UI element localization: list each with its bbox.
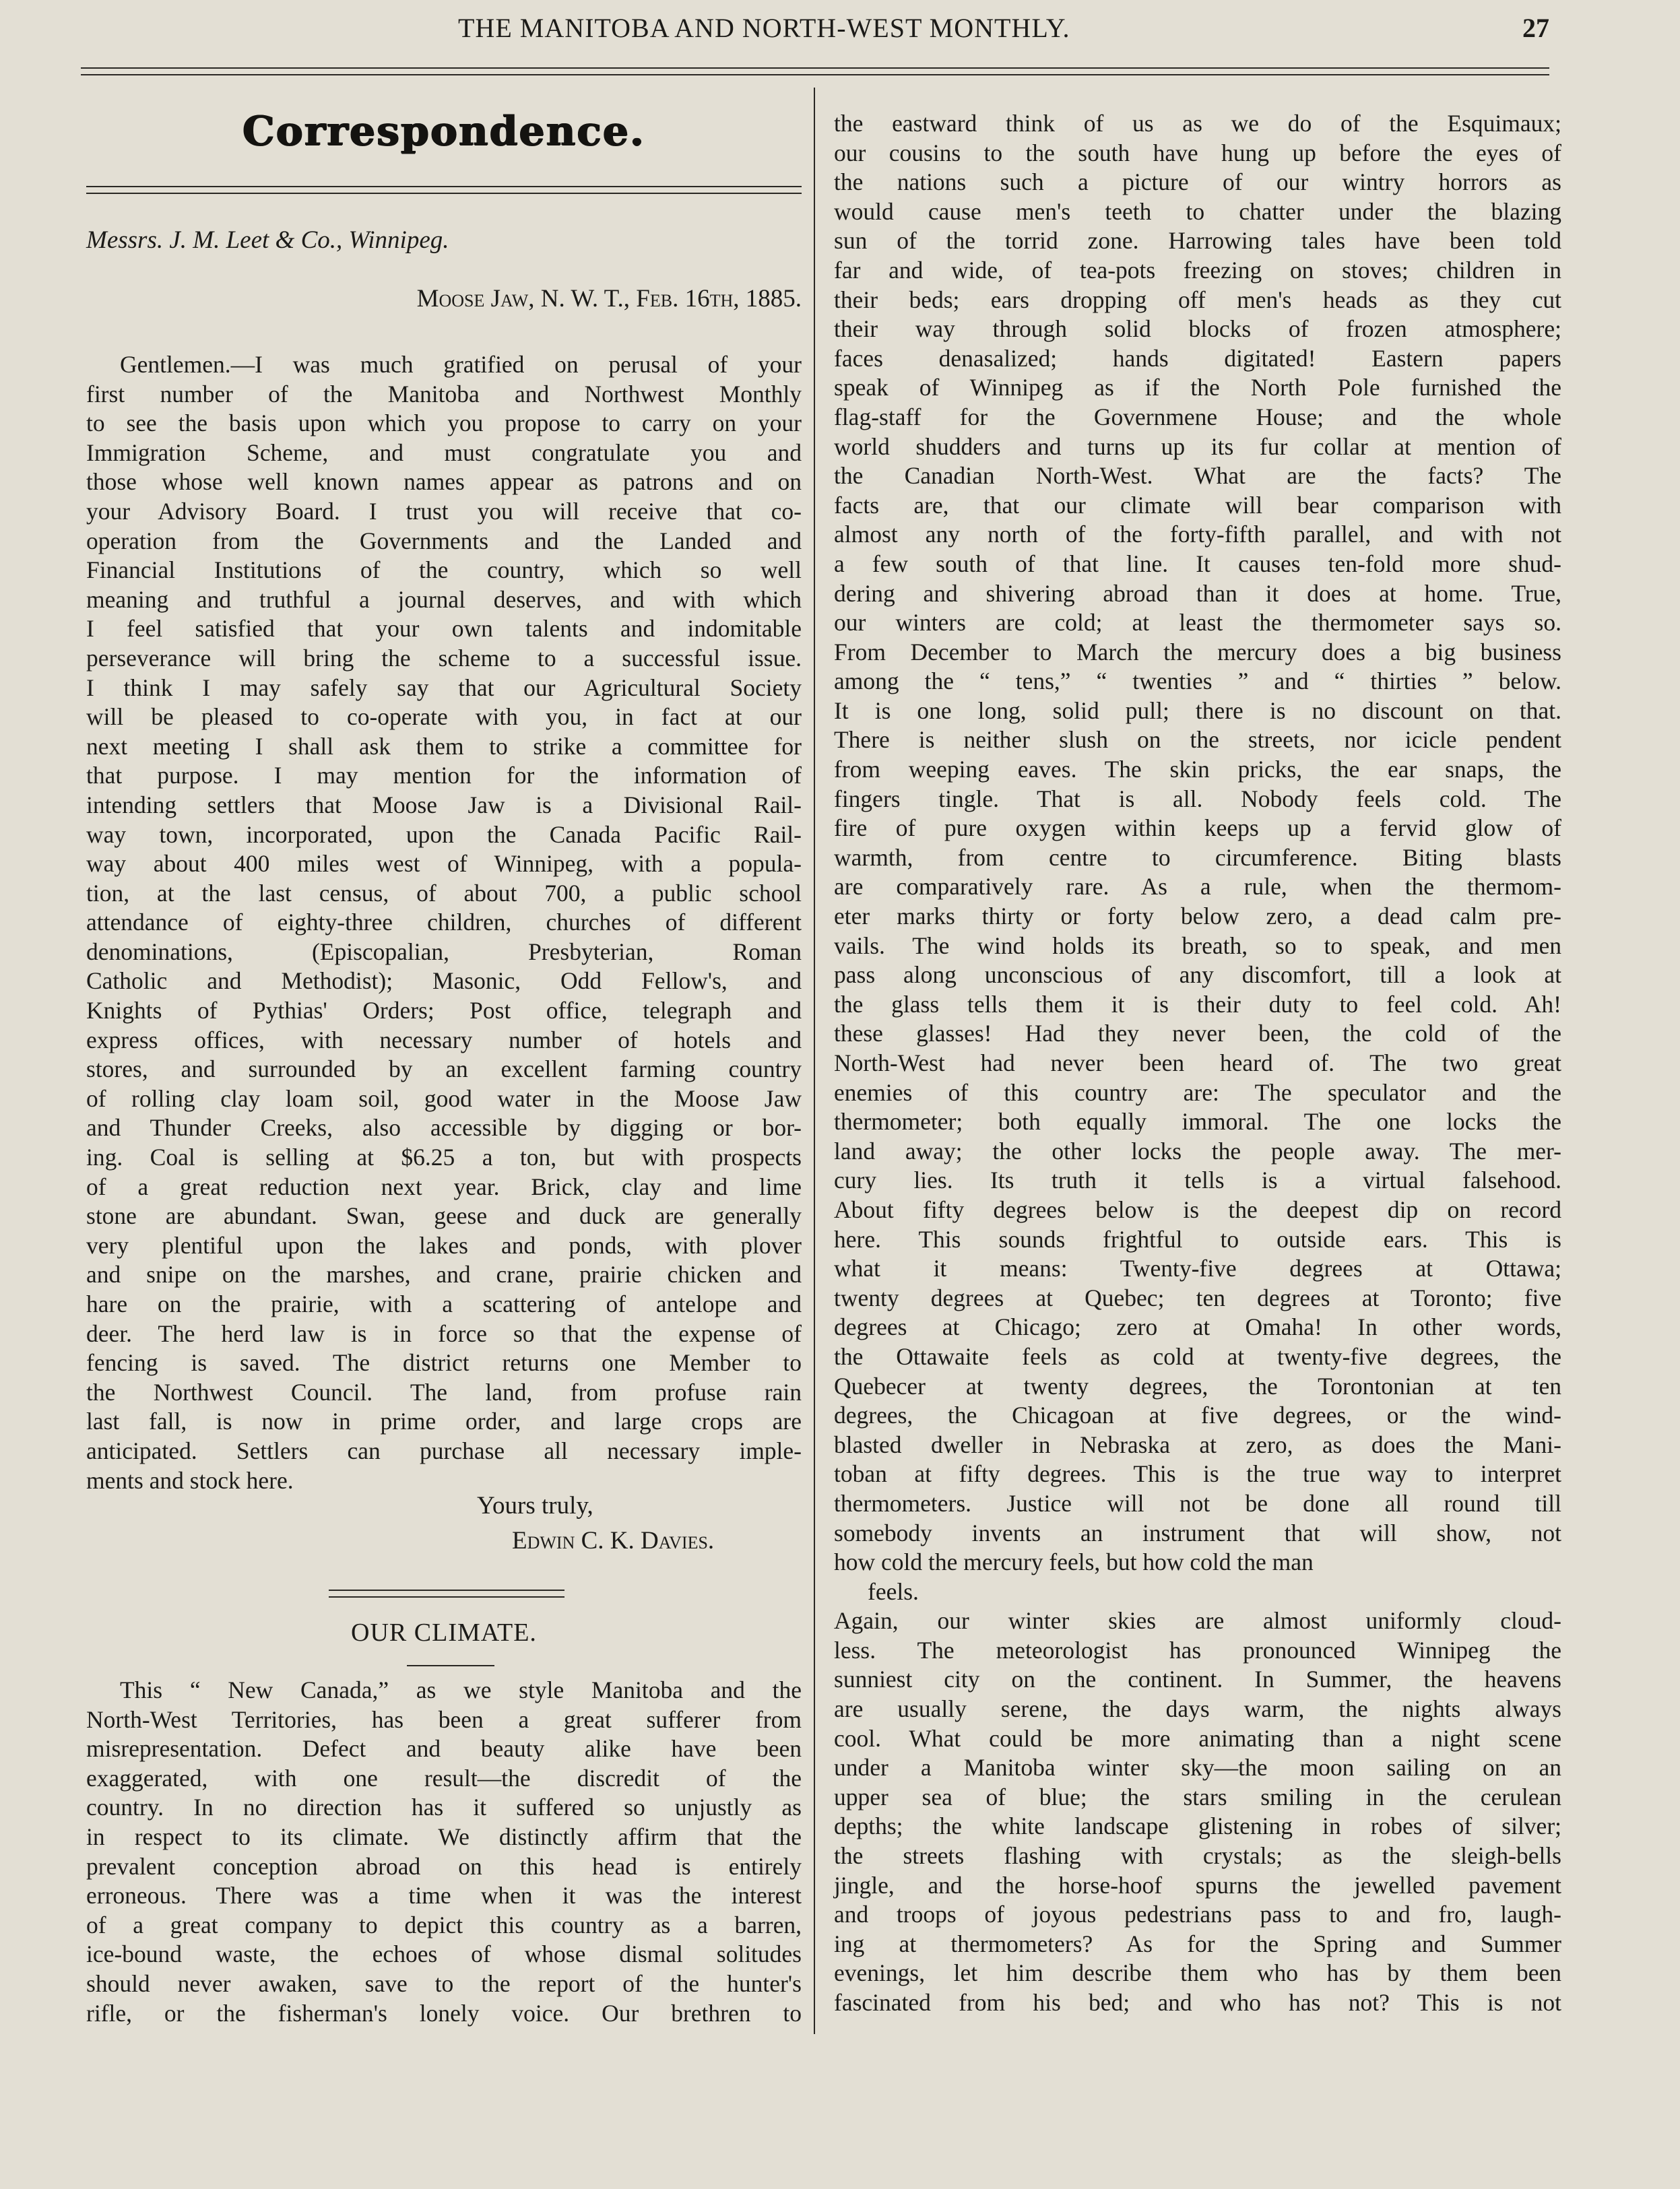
text-line: that purpose. I may mention for the information of bbox=[86, 762, 802, 789]
text-line: hare on the prairie, with a scattering of antelope and bbox=[86, 1290, 802, 1317]
text-line: From December to March the mercury does a big business bbox=[834, 638, 1561, 665]
text-line: how cold the mercury feels, but how cold the man bbox=[834, 1548, 1314, 1576]
text-line: anticipated. Settlers can purchase all necessary imple- bbox=[86, 1437, 802, 1464]
text-line: vails. The wind holds its breath, so to speak, and men bbox=[834, 932, 1561, 959]
text-line: warmth, from centre to circumference. Biting blasts bbox=[834, 843, 1561, 871]
text-line: Gentlemen.—I was much gratified on perusal of your bbox=[120, 351, 802, 378]
header-rule-top bbox=[81, 67, 1549, 69]
text-line: misrepresentation. Defect and beauty alike have been bbox=[86, 1735, 802, 1763]
text-line: from weeping eaves. The skin pricks, the ear snaps, the bbox=[834, 756, 1561, 783]
text-line: the eastward think of us as we do of the Esquimaux; bbox=[834, 110, 1561, 137]
text-line: first number of the Manitoba and Northwest Monthly bbox=[86, 380, 802, 407]
text-line: Again, our winter skies are almost uniformly cloud- bbox=[834, 1607, 1561, 1635]
text-line: tion, at the last census, of about 700, a public school bbox=[86, 879, 802, 907]
article-body-left bbox=[86, 1676, 802, 2028]
text-line: attendance of eighty-three children, churches of different bbox=[86, 909, 802, 936]
text-line: Knights of Pythias' Orders; Post office, telegraph and bbox=[86, 997, 802, 1024]
letter-dateline: Moose Jaw, N. W. T., Feb. 16th, 1885. bbox=[416, 285, 802, 313]
text-line: enemies of this country are: The speculator and the bbox=[834, 1078, 1561, 1106]
text-line: in respect to its climate. We distinctly affirm that the bbox=[86, 1823, 802, 1850]
text-line: next meeting I shall ask them to strike a committee for bbox=[86, 732, 802, 760]
text-line: operation from the Governments and the Landed and bbox=[86, 527, 802, 554]
letter-addressee: Messrs. J. M. Leet & Co., Winnipeg. bbox=[86, 226, 449, 254]
heading-rule-bottom bbox=[86, 193, 802, 194]
text-line: way town, incorporated, upon the Canada Pacific Rail- bbox=[86, 820, 802, 848]
text-line: of rolling clay loam soil, good water in the Moose Jaw bbox=[86, 1084, 802, 1112]
text-line: stores, and surrounded by an excellent farming country bbox=[86, 1055, 802, 1083]
text-line: the Canadian North-West. What are the facts? The bbox=[834, 462, 1561, 490]
text-line: what it means: Twenty-five degrees at Ottawa; bbox=[834, 1255, 1561, 1282]
text-line: speak of Winnipeg as if the North Pole furnished the bbox=[834, 374, 1561, 401]
text-line: I think I may safely say that our Agricultural Society bbox=[86, 674, 802, 701]
text-line: ice-bound waste, the echoes of whose dismal solitudes bbox=[86, 1940, 802, 1968]
text-line: depths; the white landscape glistening in robes of silver; bbox=[834, 1812, 1561, 1840]
text-line: It is one long, solid pull; there is no discount on that. bbox=[834, 696, 1561, 724]
letter-body bbox=[86, 350, 802, 1495]
text-line: stone are abundant. Swan, geese and duck are generally bbox=[86, 1202, 802, 1230]
text-line: Financial Institutions of the country, which so well bbox=[86, 556, 802, 584]
text-line: last fall, is now in prime order, and large crops are bbox=[86, 1408, 802, 1435]
text-line: I feel satisfied that your own talents and indomitable bbox=[86, 615, 802, 643]
text-line: cool. What could be more animating than a night scene bbox=[834, 1724, 1561, 1752]
text-line: dering and shivering abroad than it does at home. True, bbox=[834, 579, 1561, 607]
text-line: less. The meteorologist has pronounced Winnipeg the bbox=[834, 1636, 1561, 1664]
text-line: denominations, (Episcopalian, Presbyterian, Roman bbox=[86, 938, 802, 965]
section-heading: Correspondence. bbox=[243, 108, 645, 155]
text-line: Catholic and Methodist); Masonic, Odd Fellow's, and bbox=[86, 967, 802, 995]
article-title: OUR CLIMATE. bbox=[351, 1619, 537, 1647]
text-line: toban at fifty degrees. This is the true way to interpret bbox=[834, 1460, 1561, 1488]
text-line: exaggerated, with one result—the discredit of the bbox=[86, 1764, 802, 1792]
text-line: fencing is saved. The district returns one Member to bbox=[86, 1349, 802, 1377]
text-line: your Advisory Board. I trust you will receive that co- bbox=[86, 497, 802, 525]
running-head bbox=[81, 12, 1549, 53]
text-line: flag-staff for the Governmene House; and the whole bbox=[834, 403, 1561, 430]
text-line: of a great reduction next year. Brick, clay and lime bbox=[86, 1173, 802, 1200]
text-line: ing. Coal is selling at $6.25 a ton, but with prospects bbox=[86, 1144, 802, 1171]
text-line: fascinated from his bed; and who has not? This is not bbox=[834, 1989, 1561, 2016]
text-line: a few south of that line. It causes ten-fold more shud- bbox=[834, 550, 1561, 577]
text-line: our winters are cold; at least the thermometer says so. bbox=[834, 609, 1561, 636]
text-line: Quebecer at twenty degrees, the Torontonian at ten bbox=[834, 1372, 1561, 1400]
text-line: land away; the other locks the people away. The mer- bbox=[834, 1137, 1561, 1165]
text-line: degrees at Chicago; zero at Omaha! In other words, bbox=[834, 1313, 1561, 1341]
text-line: the glass tells them it is their duty to feel cold. Ah! bbox=[834, 990, 1561, 1018]
text-line: meaning and truthful a journal deserves, and with which bbox=[86, 585, 802, 613]
text-line: somebody invents an instrument that will show, not bbox=[834, 1519, 1561, 1546]
text-line: faces denasalized; hands digitated! Eastern papers bbox=[834, 344, 1561, 372]
text-line: evenings, let him describe them who has by them been bbox=[834, 1959, 1561, 1987]
text-line: fire of pure oxygen within keeps up a fervid glow of bbox=[834, 814, 1561, 842]
text-line: thermometer; both equally immoral. The one locks the bbox=[834, 1108, 1561, 1136]
text-line: the nations such a picture of our wintry horrors as bbox=[834, 168, 1561, 196]
text-line: their way through solid blocks of frozen atmosphere; bbox=[834, 315, 1561, 343]
article-title-rule bbox=[407, 1665, 494, 1666]
text-line: would cause men's teeth to chatter under the blazing bbox=[834, 197, 1561, 225]
text-line: the streets flashing with crystals; as the sleigh-bells bbox=[834, 1842, 1561, 1870]
text-line: North-West had never been heard of. The two great bbox=[834, 1049, 1561, 1076]
text-line: Immigration Scheme, and must congratulate you and bbox=[86, 438, 802, 466]
text-line: rifle, or the fisherman's lonely voice. Our brethren to bbox=[86, 1999, 802, 2027]
text-line: sunniest city on the continent. In Summer, the heavens bbox=[834, 1666, 1561, 1693]
article-divider-top bbox=[329, 1590, 564, 1591]
text-line: those whose well known names appear as patrons and on bbox=[86, 468, 802, 496]
text-line: express offices, with necessary number of hotels and bbox=[86, 1026, 802, 1053]
text-line: jingle, and the horse-hoof spurns the jewelled pavement bbox=[834, 1871, 1561, 1899]
text-line: There is neither slush on the streets, nor icicle pendent bbox=[834, 726, 1561, 754]
text-line: sun of the torrid zone. Harrowing tales have been told bbox=[834, 227, 1561, 255]
text-line: and snipe on the marshes, and crane, prairie chicken and bbox=[86, 1261, 802, 1288]
text-line: are comparatively rare. As a rule, when the thermom- bbox=[834, 873, 1561, 901]
text-line: blasted dweller in Nebraska at zero, as does the Mani- bbox=[834, 1431, 1561, 1458]
text-line: almost any north of the forty-fifth parallel, and with not bbox=[834, 521, 1561, 548]
text-line: erroneous. There was a time when it was the interest bbox=[86, 1882, 802, 1909]
text-line: under a Manitoba winter sky—the moon sailing on an bbox=[834, 1754, 1561, 1782]
text-line: This “ New Canada,” as we style Manitoba and the bbox=[120, 1676, 802, 1703]
text-line: eter marks thirty or forty below zero, a dead calm pre- bbox=[834, 903, 1561, 930]
text-line: should never awaken, save to the report of the hunter's bbox=[86, 1969, 802, 1997]
text-line: country. In no direction has it suffered so unjustly as bbox=[86, 1794, 802, 1821]
article-divider-bottom bbox=[329, 1596, 564, 1598]
text-line: the Northwest Council. The land, from profuse rain bbox=[86, 1378, 802, 1406]
text-line: thermometers. Justice will not be done all round till bbox=[834, 1489, 1561, 1517]
text-line: and Thunder Creeks, also accessible by digging or bor- bbox=[86, 1114, 802, 1142]
text-line: deer. The herd law is in force so that the expense of bbox=[86, 1319, 802, 1347]
article-body-right bbox=[834, 109, 1561, 2018]
text-line: among the “ tens,” “ twenties ” and “ thirties ” below. bbox=[834, 667, 1561, 695]
text-line: to see the basis upon which you propose to carry on your bbox=[86, 410, 802, 437]
text-line: of a great company to depict this country as a barren, bbox=[86, 1911, 802, 1938]
text-line: upper sea of blue; the stars smiling in the cerulean bbox=[834, 1783, 1561, 1810]
text-line: perseverance will bring the scheme to a successful issue. bbox=[86, 644, 802, 672]
page-number: 27 bbox=[1522, 13, 1549, 43]
text-line: feels. bbox=[868, 1577, 919, 1605]
text-line: North-West Territories, has been a great sufferer from bbox=[86, 1705, 802, 1733]
text-line: very plentiful upon the lakes and ponds, with plover bbox=[86, 1231, 802, 1259]
text-line: fingers tingle. That is all. Nobody feels cold. The bbox=[834, 785, 1561, 812]
header-rule-bottom bbox=[81, 74, 1549, 75]
text-line: will be pleased to co-operate with you, in fact at our bbox=[86, 703, 802, 731]
text-line: facts are, that our climate will bear comparison with bbox=[834, 491, 1561, 519]
text-line: are usually serene, the days warm, the nights always bbox=[834, 1695, 1561, 1723]
text-line: twenty degrees at Quebec; ten degrees at Toronto; five bbox=[834, 1284, 1561, 1311]
text-line: degrees, the Chicagoan at five degrees, or the wind- bbox=[834, 1402, 1561, 1429]
text-line: here. This sounds frightful to outside ears. This is bbox=[834, 1225, 1561, 1253]
letter-closing: Yours truly, bbox=[477, 1492, 593, 1520]
text-line: ments and stock here. bbox=[86, 1466, 294, 1494]
text-line: cury lies. Its truth it tells is a virtual falsehood. bbox=[834, 1167, 1561, 1194]
text-line: intending settlers that Moose Jaw is a Divisional Rail- bbox=[86, 791, 802, 818]
text-line: way about 400 miles west of Winnipeg, with a popula- bbox=[86, 850, 802, 878]
text-line: and troops of joyous pedestrians pass to and fro, laugh- bbox=[834, 1901, 1561, 1928]
running-title: THE MANITOBA AND NORTH-WEST MONTHLY. bbox=[458, 13, 1070, 43]
text-line: pass along unconscious of any discomfort, till a look at bbox=[834, 961, 1561, 989]
text-line: our cousins to the south have hung up before the eyes of bbox=[834, 139, 1561, 166]
text-line: their beds; ears dropping off men's heads as they cut bbox=[834, 286, 1561, 313]
letter-signature: Edwin C. K. Davies. bbox=[512, 1527, 715, 1555]
text-line: About fifty degrees below is the deepest dip on record bbox=[834, 1196, 1561, 1223]
column-divider bbox=[814, 88, 815, 2034]
text-line: ing at thermometers? As for the Spring and Summer bbox=[834, 1930, 1561, 1957]
text-line: far and wide, of tea-pots freezing on stoves; children in bbox=[834, 256, 1561, 284]
text-line: world shudders and turns up its fur collar at mention of bbox=[834, 432, 1561, 460]
heading-rule-top bbox=[86, 186, 802, 187]
text-line: the Ottawaite feels as cold at twenty-five degrees, the bbox=[834, 1342, 1561, 1370]
text-line: these glasses! Had they never been, the cold of the bbox=[834, 1020, 1561, 1047]
text-line: prevalent conception abroad on this head is entirely bbox=[86, 1852, 802, 1880]
